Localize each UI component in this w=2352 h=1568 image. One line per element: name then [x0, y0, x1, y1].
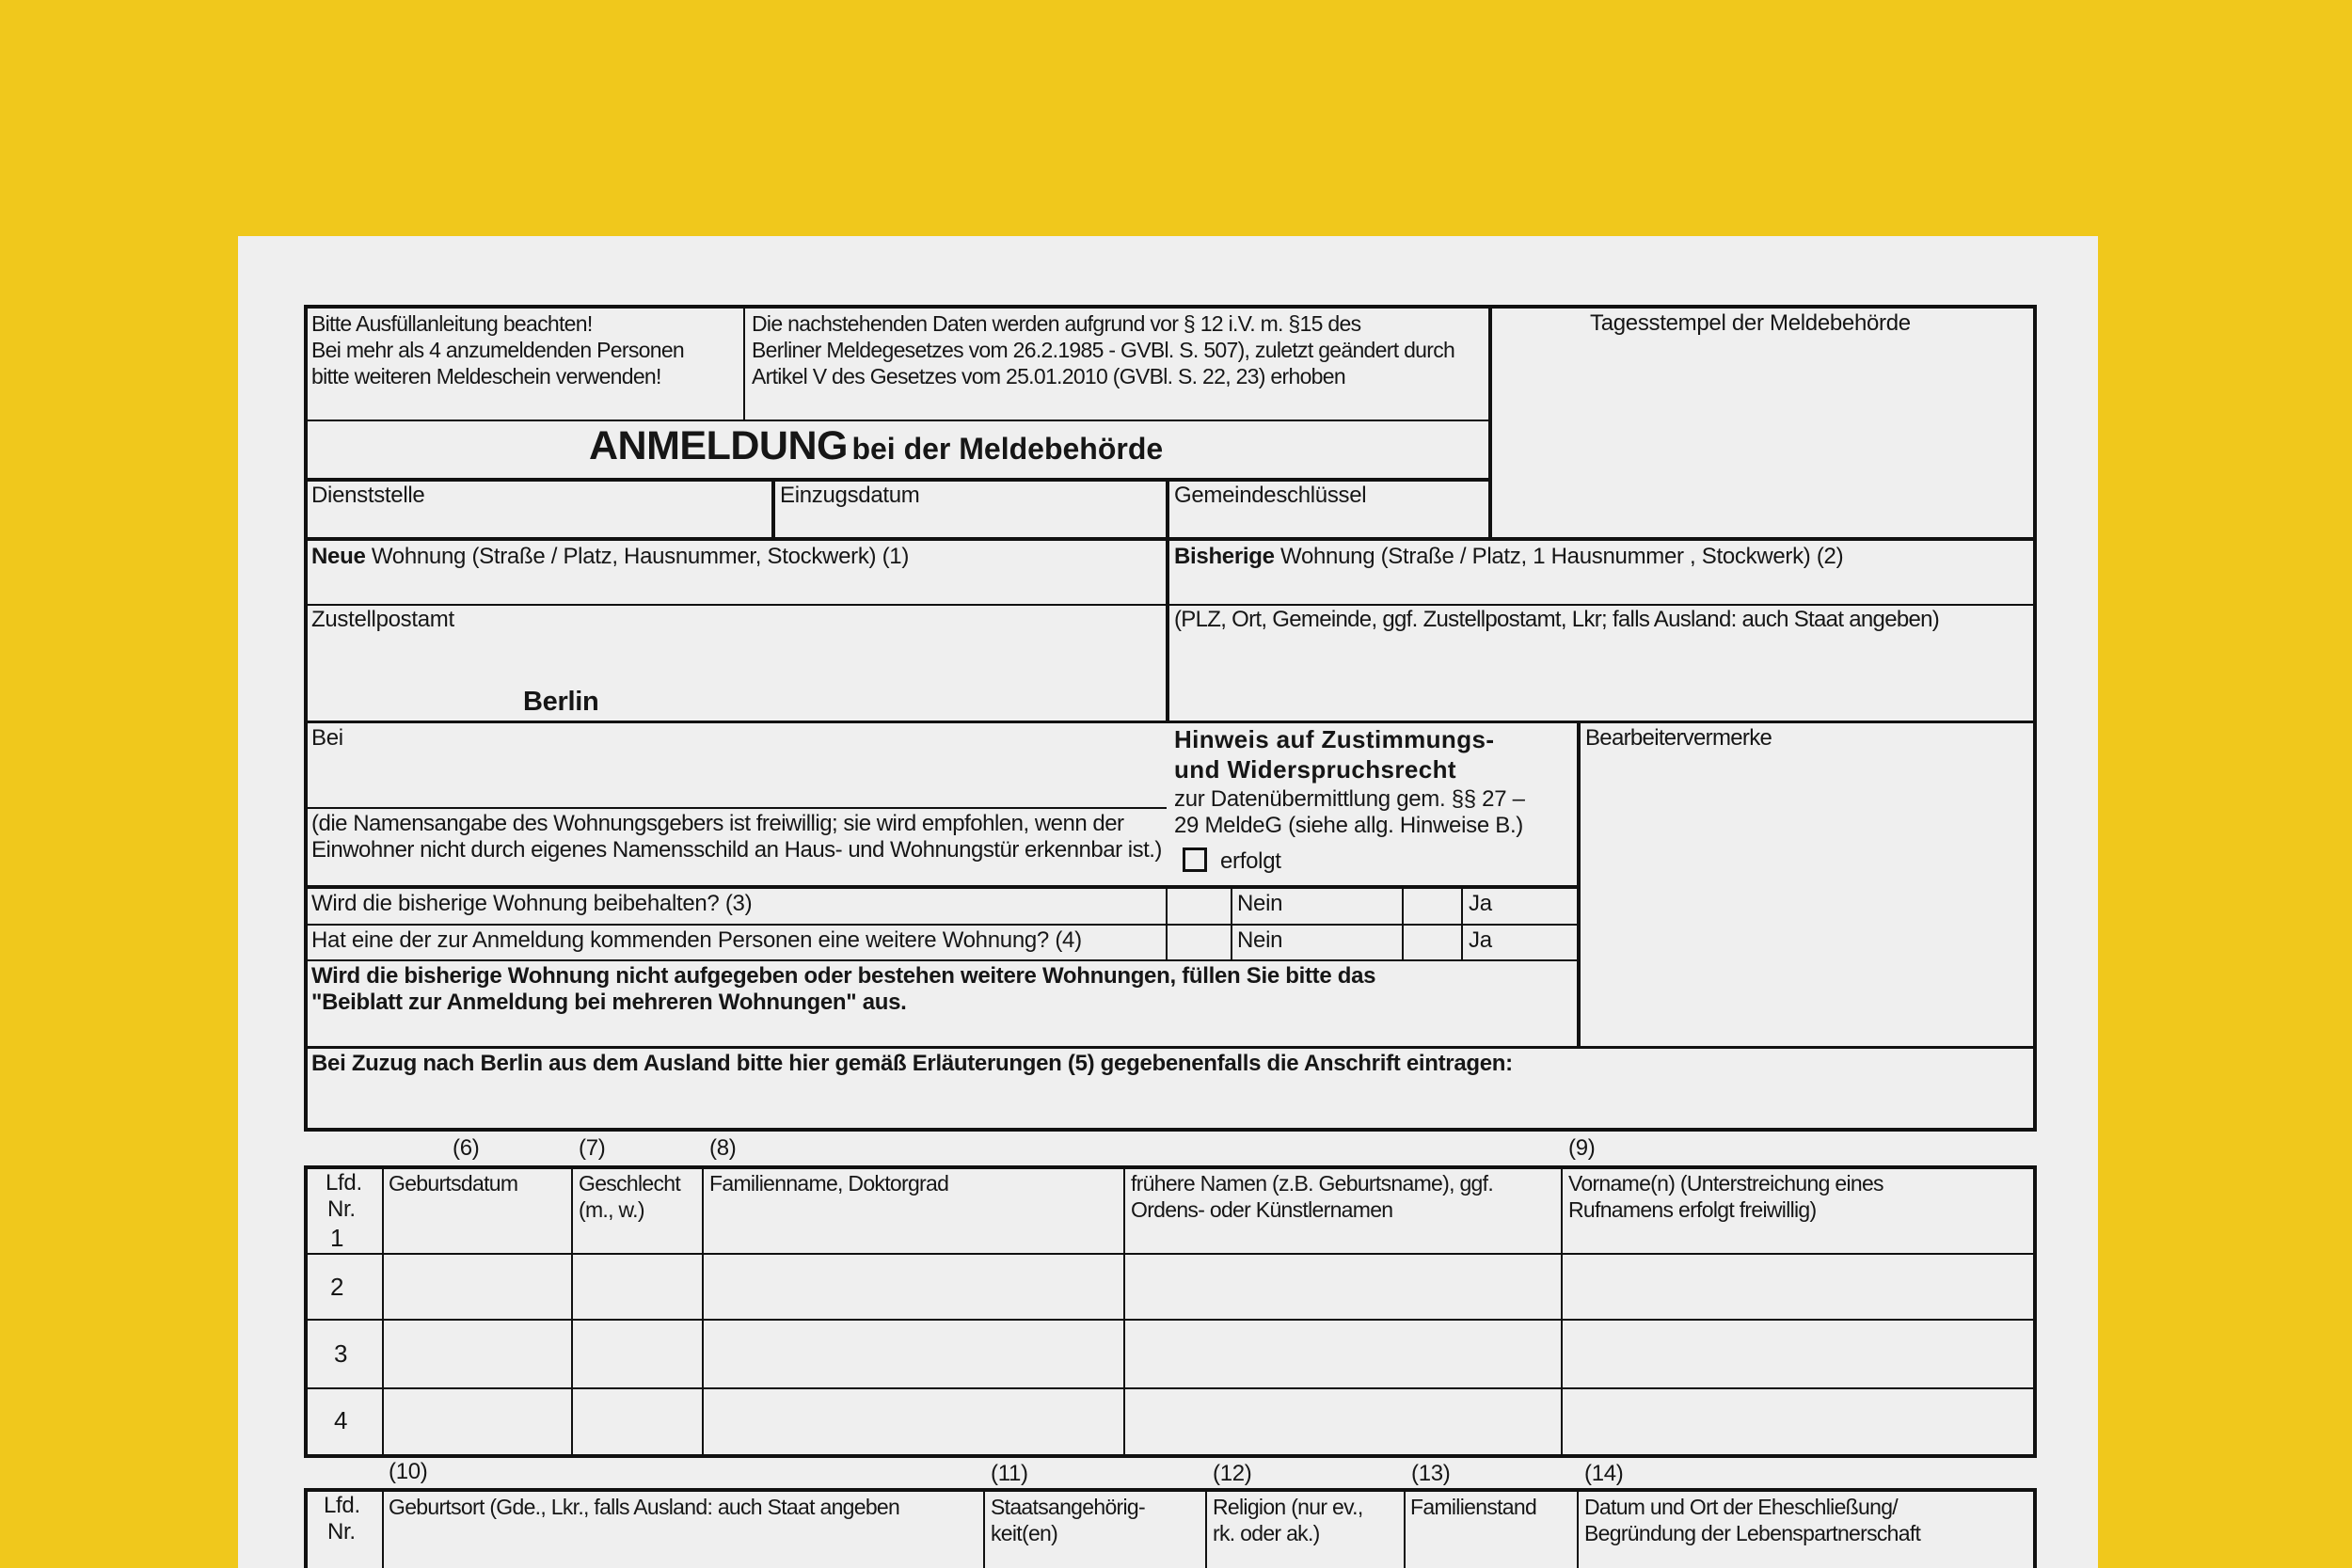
- gemeindeschluessel-label: Gemeindeschlüssel: [1174, 483, 1367, 508]
- hinweis-title-line-1: Hinweis auf Zustimmungs-: [1174, 725, 1495, 753]
- hinweis-title-line-2: und Widerspruchsrecht: [1174, 755, 1456, 784]
- city-value: Berlin: [523, 687, 599, 717]
- familienname-header: Familienname, Doktorgrad: [709, 1171, 949, 1196]
- table2-border-top: [304, 1488, 2037, 1492]
- vorname-header-line-2: Rufnamens erfolgt freiwillig): [1568, 1197, 1817, 1222]
- fruehere-namen-header-line-1: frühere Namen (z.B. Geburtsname), ggf.: [1131, 1171, 1494, 1196]
- divider: [306, 807, 1167, 809]
- beiblatt-note-line-2: "Beiblatt zur Anmeldung bei mehreren Wohnungen" aus.: [311, 990, 907, 1015]
- divider: [743, 307, 745, 421]
- col-number-11: (11): [991, 1461, 1028, 1486]
- col-number-13: (13): [1411, 1461, 1451, 1486]
- row-number-1: 1: [330, 1224, 344, 1252]
- eheschliessung-header-line-2: Begründung der Lebenspartnerschaft: [1584, 1521, 1921, 1545]
- bei-hint-line-1: (die Namensangabe des Wohnungsgebers ist freiwillig; sie wird empfohlen, wenn der: [311, 811, 1124, 836]
- table2-col-line: [1577, 1490, 1579, 1568]
- divider: [306, 721, 2035, 723]
- col-number-7: (7): [579, 1135, 606, 1161]
- table1-col-line: [571, 1167, 573, 1456]
- title-rest: bei der Meldebehörde: [851, 432, 1164, 466]
- table1-col-line: [1561, 1167, 1563, 1456]
- erfolgt-checkbox[interactable]: [1183, 847, 1207, 872]
- table1-col-line: [702, 1167, 704, 1456]
- answer-ja-1: Ja: [1469, 891, 1492, 916]
- title-main: ANMELDUNG: [589, 423, 848, 468]
- geburtsort-header: Geburtsort (Gde., Lkr., falls Ausland: auch Staat angeben: [389, 1495, 900, 1519]
- divider: [306, 478, 1490, 482]
- col-number-9: (9): [1568, 1135, 1596, 1161]
- divider: [1461, 887, 1463, 960]
- table1-row-line: [306, 1319, 2035, 1321]
- legal-note-line-3: Artikel V des Gesetzes vom 25.01.2010 (GVBl. S. 22, 23) erhoben: [752, 364, 1345, 388]
- question-keep-previous: Wird die bisherige Wohnung beibehalten? (3): [311, 891, 753, 916]
- checkbox-nein-1[interactable]: [1168, 889, 1231, 924]
- table1-col-line: [1123, 1167, 1125, 1456]
- table2-border-right: [2033, 1488, 2037, 1568]
- lfd-header-line-1: Lfd.: [326, 1170, 362, 1196]
- table2-col-line: [983, 1490, 985, 1568]
- col-number-10: (10): [389, 1459, 428, 1484]
- divider: [1231, 887, 1232, 960]
- eheschliessung-header-line-1: Datum und Ort der Eheschließung/: [1584, 1495, 1898, 1519]
- table1-header-line: [306, 1253, 2035, 1255]
- row-number-4: 4: [334, 1406, 348, 1434]
- hinweis-text-line-1: zur Datenübermittlung gem. §§ 27 –: [1174, 786, 1525, 812]
- dienststelle-label: Dienststelle: [311, 483, 425, 508]
- bei-label: Bei: [311, 725, 343, 751]
- form-border-top: [304, 305, 2037, 309]
- previous-address-label: Bisherige Wohnung (Straße / Platz, 1 Hausnummer , Stockwerk) (2): [1174, 544, 1844, 569]
- hinweis-text-line-2: 29 MeldeG (siehe allg. Hinweise B.): [1174, 813, 1524, 838]
- row-number-2: 2: [330, 1273, 344, 1301]
- form-border-right: [2033, 305, 2037, 1132]
- col-number-8: (8): [709, 1135, 737, 1161]
- fruehere-namen-header-line-2: Ordens- oder Künstlernamen: [1131, 1197, 1393, 1222]
- form-border-bottom: [304, 1128, 2037, 1132]
- instructions-line-2: Bei mehr als 4 anzumeldenden Personen: [311, 338, 685, 362]
- table1-border-bottom: [304, 1454, 2037, 1458]
- divider: [306, 604, 2035, 606]
- staatsangehoerigkeit-header-line-1: Staatsangehörig-: [991, 1495, 1145, 1519]
- checkbox-ja-1[interactable]: [1404, 889, 1461, 924]
- geschlecht-header-line-1: Geschlecht: [579, 1171, 681, 1196]
- divider: [1166, 478, 1169, 722]
- checkbox-ja-2[interactable]: [1404, 926, 1461, 959]
- legal-note-line-2: Berliner Meldegesetzes vom 26.2.1985 - GVBl. S. 507), zuletzt geändert durch: [752, 338, 1455, 362]
- plz-hint: (PLZ, Ort, Gemeinde, ggf. Zustellpostamt, Lkr; falls Ausland: auch Staat angeben): [1174, 607, 1940, 632]
- divider: [306, 537, 2035, 541]
- question-further-residence: Hat eine der zur Anmeldung kommenden Personen eine weitere Wohnung? (4): [311, 927, 1082, 953]
- erfolgt-label: erfolgt: [1220, 848, 1281, 874]
- bearbeiter-label: Bearbeitervermerke: [1585, 725, 1772, 751]
- staatsangehoerigkeit-header-line-2: keit(en): [991, 1521, 1058, 1545]
- lfd-header-line-2: Nr.: [327, 1196, 356, 1222]
- lfd-header-line-2: Nr.: [327, 1519, 356, 1544]
- answer-ja-2: Ja: [1469, 927, 1492, 953]
- col-number-12: (12): [1213, 1461, 1252, 1486]
- geschlecht-header-line-2: (m., w.): [579, 1197, 644, 1222]
- geburtsdatum-header: Geburtsdatum: [389, 1171, 518, 1196]
- answer-nein-1: Nein: [1237, 891, 1283, 916]
- divider: [1488, 305, 1492, 541]
- checkbox-nein-2[interactable]: [1168, 926, 1231, 959]
- einzugsdatum-label: Einzugsdatum: [780, 483, 920, 508]
- bei-hint-line-2: Einwohner nicht durch eigenes Namensschild an Haus- und Wohnungstür erkennbar ist.): [311, 837, 1162, 863]
- familienstand-header: Familienstand: [1410, 1495, 1537, 1519]
- zustellpostamt-label: Zustellpostamt: [311, 607, 454, 632]
- divider: [306, 1046, 2035, 1049]
- instructions-line-1: Bitte Ausfüllanleitung beachten!: [311, 311, 593, 336]
- table1-col-line: [382, 1167, 384, 1456]
- table2-col-line: [382, 1490, 384, 1568]
- table1-row-line: [306, 1387, 2035, 1389]
- divider: [771, 478, 775, 541]
- page-title: [589, 423, 1163, 469]
- legal-note-line-1: Die nachstehenden Daten werden aufgrund vor § 12 i.V. m. §15 des: [752, 311, 1361, 336]
- table1-border-left: [304, 1165, 308, 1458]
- answer-nein-2: Nein: [1237, 927, 1283, 953]
- divider: [306, 885, 1579, 889]
- vorname-header-line-1: Vorname(n) (Unterstreichung eines: [1568, 1171, 1883, 1196]
- divider: [306, 420, 1490, 421]
- table2-col-line: [1404, 1490, 1406, 1568]
- divider: [306, 924, 1579, 926]
- table1-border-right: [2033, 1165, 2037, 1458]
- religion-header-line-2: rk. oder ak.): [1213, 1521, 1320, 1545]
- col-number-6: (6): [453, 1135, 480, 1161]
- divider: [306, 959, 1579, 961]
- beiblatt-note-line-1: Wird die bisherige Wohnung nicht aufgegeben oder bestehen weitere Wohnungen, füllen Sie bitte das: [311, 963, 1376, 989]
- col-number-14: (14): [1584, 1461, 1624, 1486]
- form-border-left: [304, 305, 308, 1132]
- stamp-label: Tagesstempel der Meldebehörde: [1590, 310, 1911, 336]
- abroad-address-label: Bei Zuzug nach Berlin aus dem Ausland bitte hier gemäß Erläuterungen (5) gegebenenfalls die Anschrift eintragen:: [311, 1051, 1513, 1076]
- lfd-header-line-1: Lfd.: [324, 1493, 360, 1518]
- row-number-3: 3: [334, 1339, 348, 1368]
- table1-border-top: [304, 1165, 2037, 1169]
- table2-border-left: [304, 1488, 308, 1568]
- religion-header-line-1: Religion (nur ev.,: [1213, 1495, 1363, 1519]
- instructions-line-3: bitte weiteren Meldeschein verwenden!: [311, 364, 661, 388]
- new-address-label: Neue Wohnung (Straße / Platz, Hausnummer, Stockwerk) (1): [311, 544, 910, 569]
- table2-col-line: [1205, 1490, 1207, 1568]
